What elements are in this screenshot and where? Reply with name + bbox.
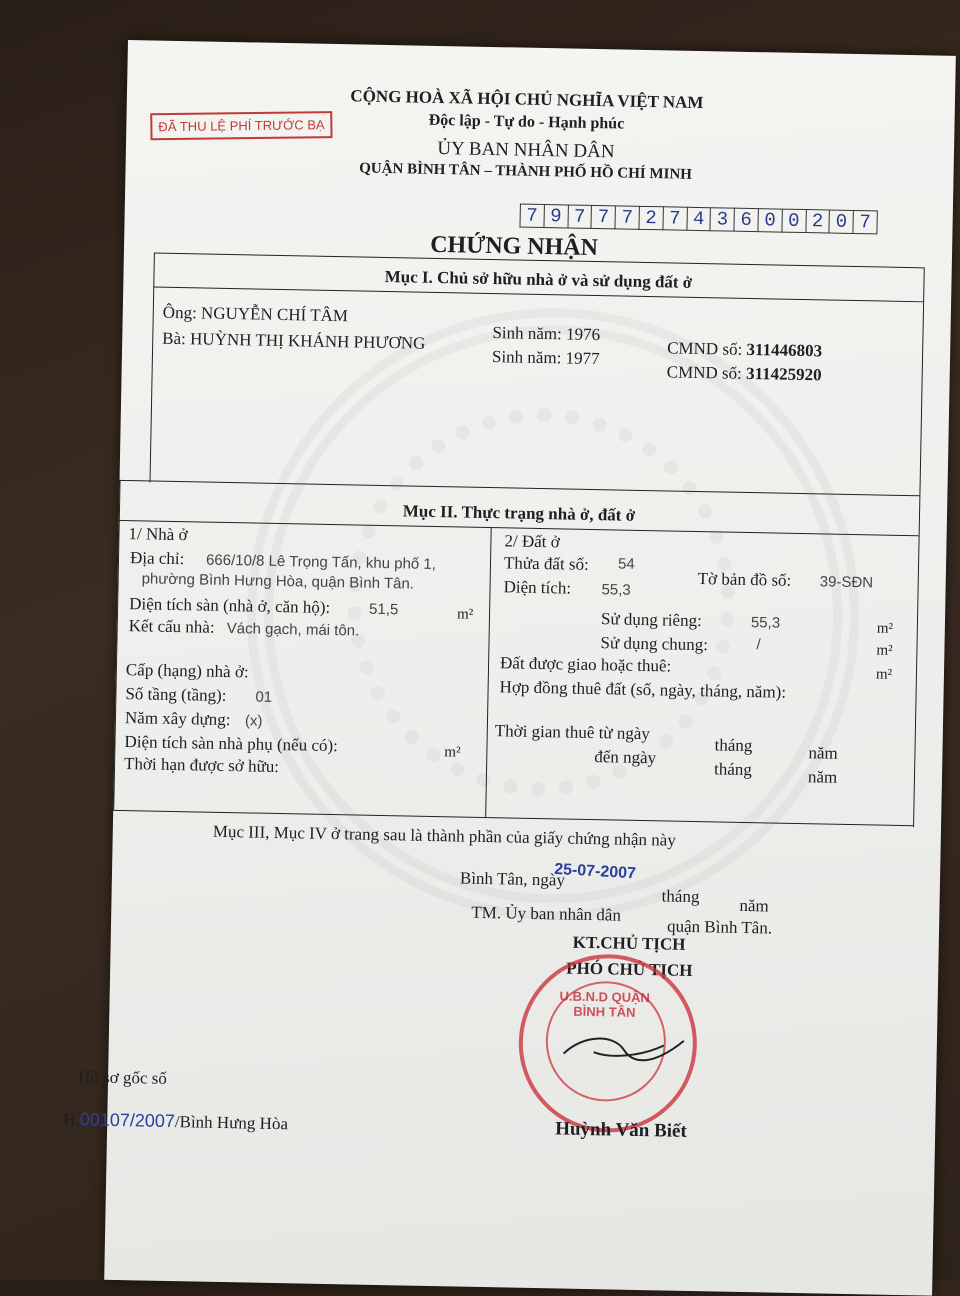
lease-from-month-label: tháng [714,735,753,756]
serial-digit: 0 [781,209,805,233]
shared-use-unit: m² [876,642,893,659]
serial-digit: 0 [829,209,853,233]
month-label: tháng [661,886,700,907]
private-use-value: 55,3 [750,614,781,632]
serial-digit: 9 [543,204,567,228]
lease-to-label: đến ngày [594,747,657,768]
signer-role-2: PHÓ CHỦ TỊCH [566,958,693,981]
authority-title: ỦY BAN NHÂN DÂN [437,137,615,163]
owner-1-birth [492,323,600,345]
owner-2-birth [492,347,600,369]
right-border [913,267,925,827]
private-use-label: Sử dụng riêng: [600,609,702,631]
parcel-value: 54 [617,555,635,573]
aux-area-unit: m² [444,744,461,761]
birth-label: Sinh năm: [491,347,562,368]
birth-label: Sinh năm: [492,323,563,344]
allocated-land-unit: m² [875,666,893,683]
serial-digit: 4 [686,207,710,231]
on-behalf-label: TM. Ủy ban nhân dân [471,902,622,925]
district-title: QUẬN BÌNH TÂN – THÀNH PHỐ HỒ CHÍ MINH [359,160,693,183]
serial-digit: 2 [638,206,662,230]
certificate-title: CHỨNG NHẬN [429,231,599,262]
birth-year: 1977 [565,348,600,369]
year-built-label: Năm xây dựng: [124,708,231,730]
serial-digit: 7 [519,204,543,228]
serial-digit: 6 [734,208,758,232]
continuation-note: Mục III, Mục IV ở trang sau là thành phần của giấy chứng nhận này [212,821,676,850]
owner-2 [162,329,425,354]
owner-2-prefix: Bà: [162,328,187,349]
year-label: năm [739,895,769,916]
section1-heading: Mục I. Chủ sở hữu nhà ở và sử dụng đất ở [384,266,693,292]
serial-digit: 0 [757,208,781,232]
serial-digit: 7 [853,210,878,234]
aux-area-label: Diện tích sàn nhà phụ (nếu có): [124,732,339,756]
address-line-2: phường Bình Hưng Hòa, quận Bình Tân. [141,570,415,593]
owner-2-id [667,362,822,385]
structure-label: Kết cấu nhà: [128,616,215,637]
id-number: 311446803 [746,339,823,361]
file-suffix: /Bình Hưng Hòa [174,1112,289,1134]
allocated-land-label: Đất được giao hoặc thuê: [499,653,672,676]
land-area-value: 55,3 [601,581,631,599]
serial-digit: 3 [710,207,734,231]
serial-digit: 7 [567,204,591,228]
owner-1-prefix: Ông: [162,302,197,323]
day-label: , ngày [523,869,566,890]
file-number: 00107/2007 [79,1109,176,1132]
land-label: 2/ Đất ở [504,531,560,552]
id-label: CMND số: [666,362,743,383]
land-area-label: Diện tích: [503,577,572,598]
fee-paid-stamp: ĐÃ THU LỆ PHÍ TRƯỚC BẠ [150,111,333,140]
lease-contract-label: Hợp đồng thuê đất (số, ngày, tháng, năm): [499,677,787,702]
lease-to-month-label: tháng [713,759,753,780]
section2-heading: Mục II. Thực trạng nhà ở, đất ở [402,501,636,525]
shared-use-value: / [756,636,761,654]
birth-year: 1976 [565,324,601,345]
file-prefix: H. [63,1109,80,1130]
map-sheet-value: 39-SĐN [819,573,874,592]
owner-1-name: NGUYỄN CHÍ TÂM [200,303,349,326]
year-built-value: (x) [244,712,263,730]
lease-from-year-label: năm [808,743,838,763]
grade-label: Cấp (hạng) nhà ở: [125,660,249,682]
file-label: Hồ sơ gốc số [77,1067,168,1088]
serial-digit: 2 [805,209,829,233]
certificate-page [63,40,956,1296]
issue-place [460,869,565,891]
floors-value: 01 [255,688,273,706]
owner-2-name: HUỲNH THỊ KHÁNH PHƯƠNG [189,329,426,353]
id-number: 311425920 [745,363,822,385]
floor-area-value: 51,5 [368,600,399,619]
serial-digit: 7 [591,205,615,229]
lease-from-label: Thời gian thuê từ ngày [494,721,651,744]
house-label: 1/ Nhà ở [128,524,188,545]
serial-digit: 7 [615,205,639,229]
parcel-label: Thửa đất số: [503,553,589,574]
private-use-unit: m² [876,620,894,637]
map-sheet-label: Tờ bản đồ số: [697,569,792,590]
floor-area-unit: m² [456,606,474,623]
lease-to-year-label: năm [807,767,838,787]
floors-label: Số tầng (tầng): [125,684,227,706]
on-behalf-district: quận Bình Tân. [666,916,773,938]
seal-text: U.B.N.D QUẬN BÌNH TÂN [559,988,650,1020]
signature-scribble [553,1023,694,1076]
owner-1 [163,303,349,327]
address-label: Địa chỉ: [129,548,185,569]
id-label: CMND số: [667,338,743,359]
national-title: CỘNG HOÀ XÃ HỘI CHỦ NGHĨA VIỆT NAM [350,86,704,113]
section1-left-border [150,253,155,483]
shared-use-label: Sử dụng chung: [600,633,709,655]
file-number-line [63,1109,288,1134]
structure-value: Vách gạch, mái tôn. [226,620,360,640]
serial-number [519,204,877,235]
ownership-term-label: Thời hạn được sở hữu: [123,754,280,777]
signer-role-1: KT.CHỦ TỊCH [572,932,686,954]
owner-1-id [667,338,822,361]
serial-digit: 7 [662,206,686,230]
left-border [113,480,120,810]
signer-name: Huỳnh Văn Biết [554,1118,687,1142]
issue-date-stamp: 25-07-2007 [553,860,637,883]
motto: Độc lập - Tự do - Hạnh phúc [428,111,625,133]
issue-place-name: Bình Tân [459,868,524,889]
floor-area-label: Diện tích sàn (nhà ở, căn hộ): [128,594,331,617]
address-line-1: 666/10/8 Lê Trọng Tấn, khu phố 1, [205,551,437,574]
